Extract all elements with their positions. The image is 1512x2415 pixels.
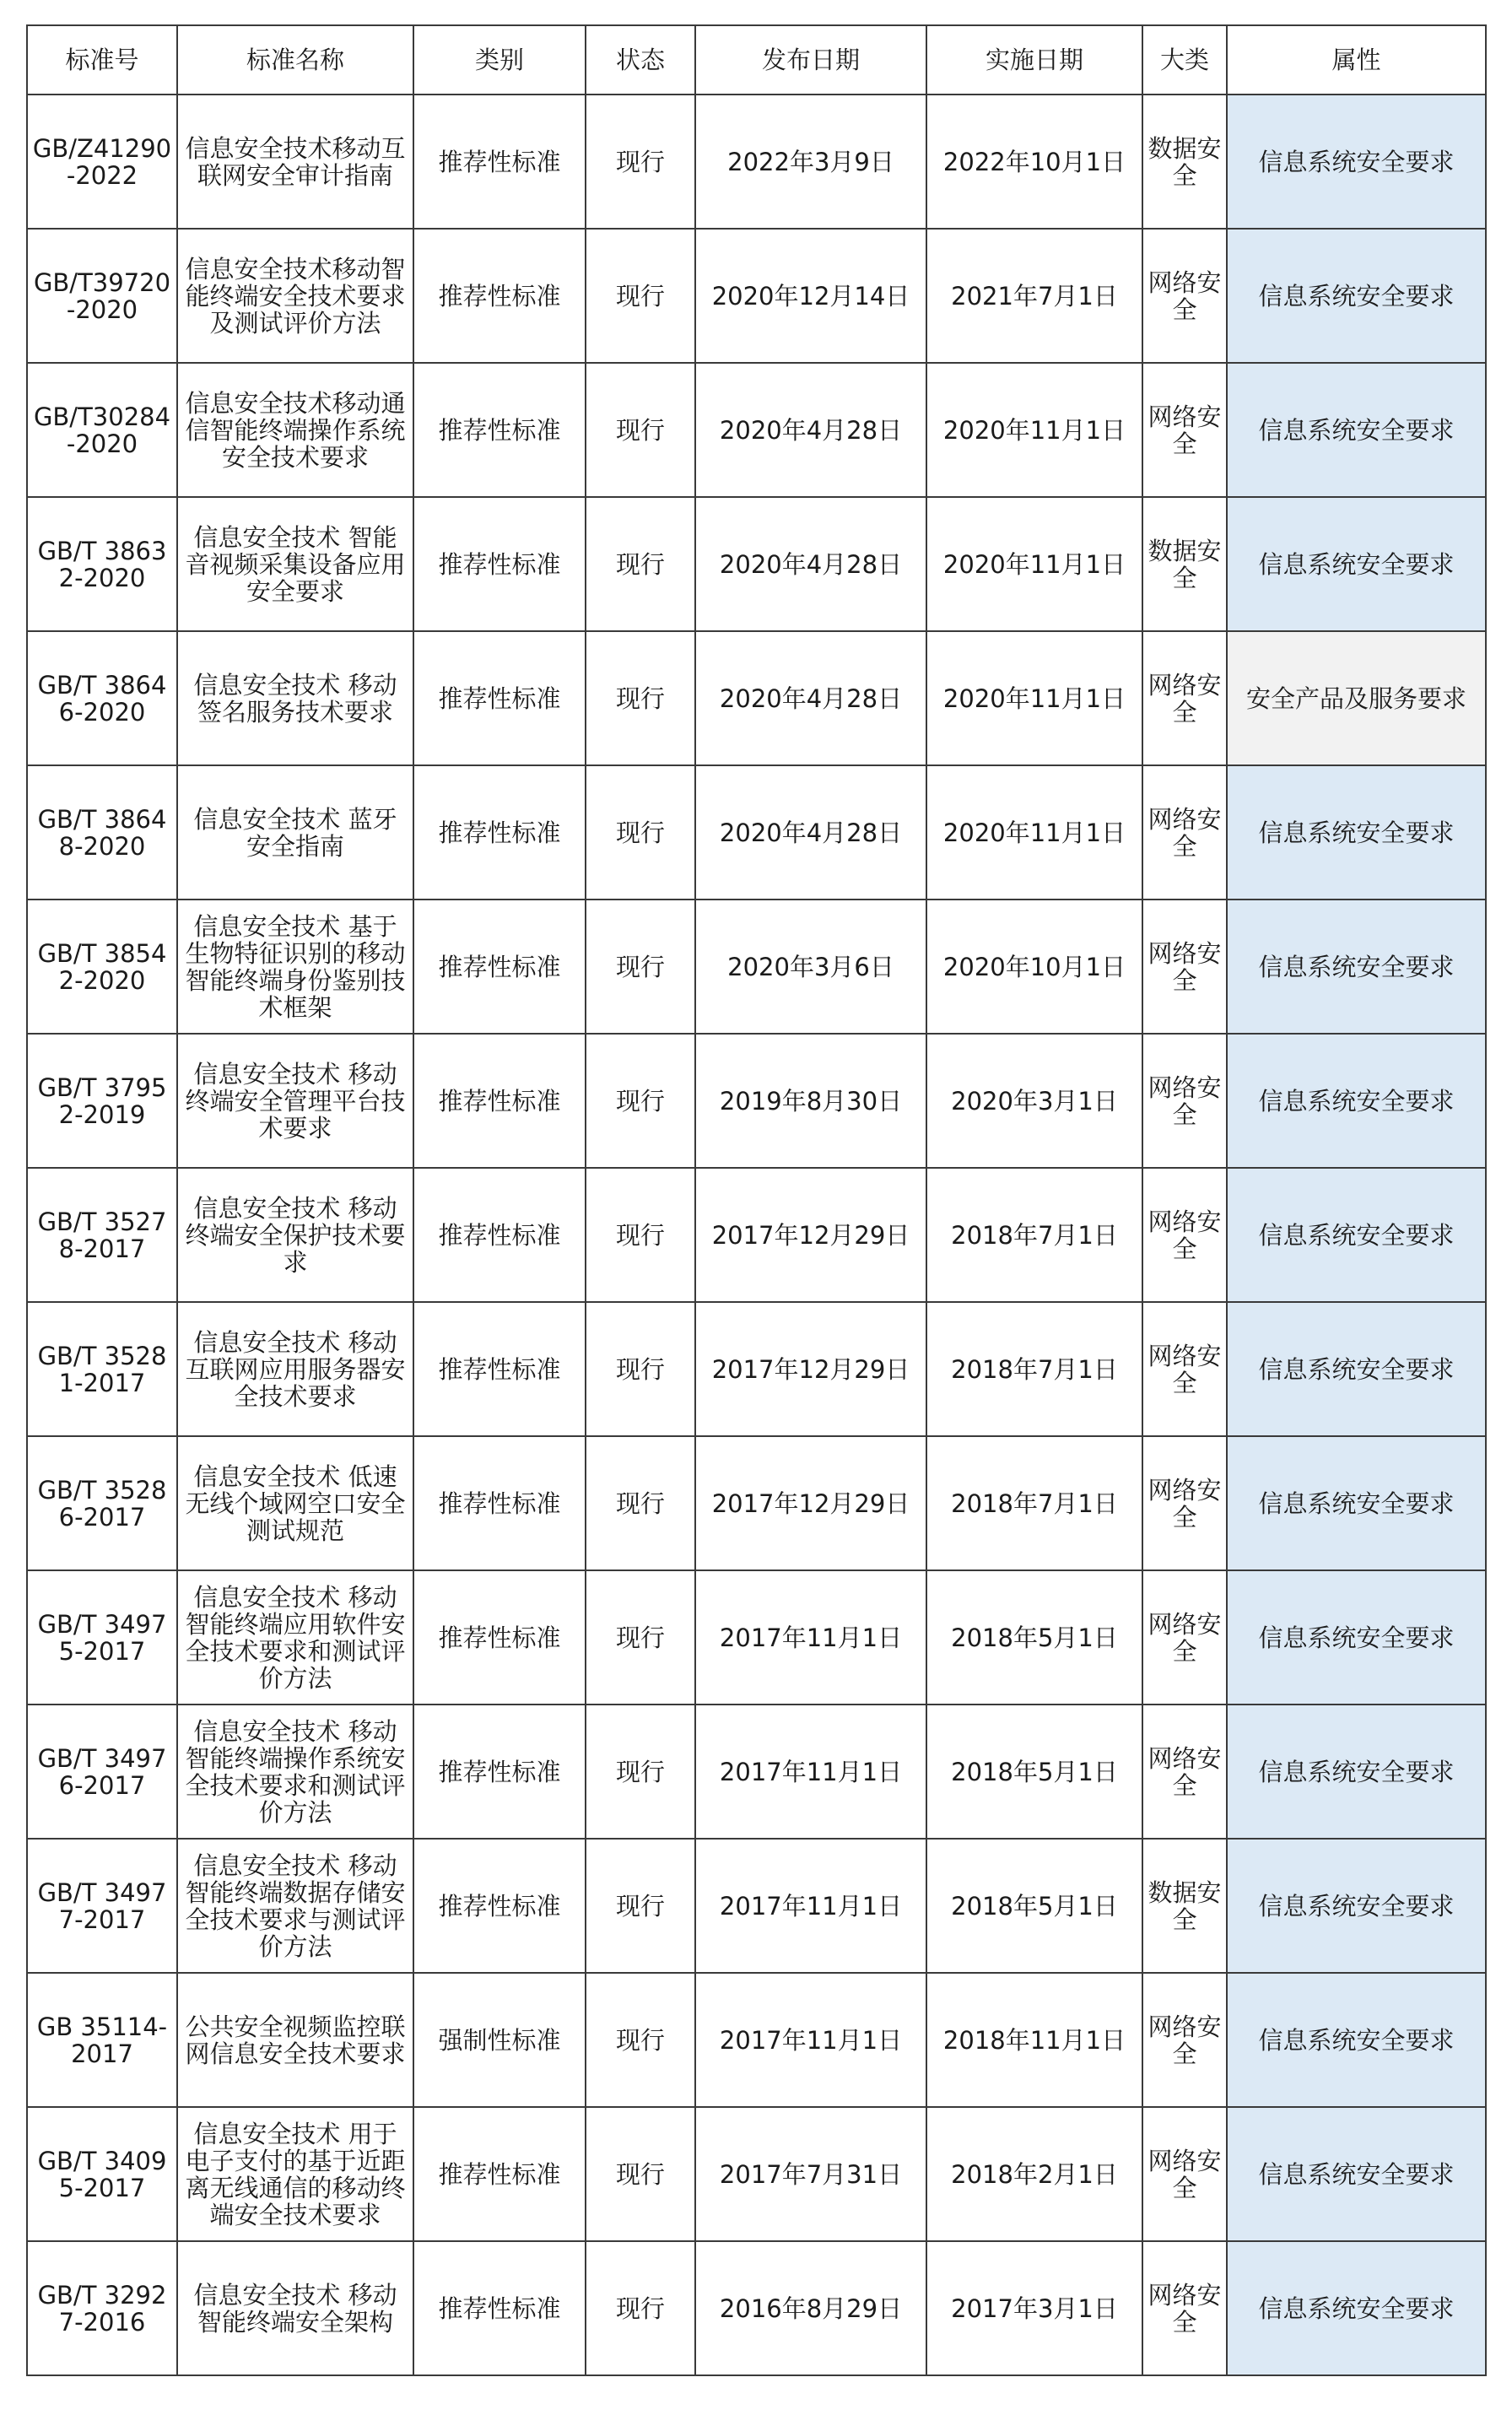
cell-standard-name: 信息安全技术 基于生物特征识别的移动智能终端身份鉴别技术框架 (177, 900, 413, 1034)
cell-status: 现行 (586, 1302, 695, 1436)
cell-implement-date: 2021年7月1日 (926, 229, 1142, 363)
cell-implement-date: 2018年2月1日 (926, 2107, 1142, 2241)
cell-standard-name: 公共安全视频监控联网信息安全技术要求 (177, 1973, 413, 2107)
table-row (27, 1436, 1486, 1570)
table-row (27, 631, 1486, 765)
cell-category: 网络安全 (1142, 631, 1227, 765)
cell-implement-date: 2018年7月1日 (926, 1168, 1142, 1302)
header-standard-name: 标准名称 (177, 25, 413, 95)
cell-attribute: 信息系统安全要求 (1227, 1302, 1486, 1436)
cell-category: 网络安全 (1142, 1302, 1227, 1436)
cell-standard-no: GB 35114-2017 (27, 1973, 177, 2107)
cell-status: 现行 (586, 1839, 695, 1973)
cell-publish-date: 2022年3月9日 (695, 95, 926, 229)
header-category: 大类 (1142, 25, 1227, 95)
cell-publish-date: 2020年4月28日 (695, 765, 926, 900)
cell-status: 现行 (586, 363, 695, 497)
cell-standard-no: GB/T 38648-2020 (27, 765, 177, 900)
cell-standard-name: 信息安全技术移动互联网安全审计指南 (177, 95, 413, 229)
cell-publish-date: 2017年12月29日 (695, 1436, 926, 1570)
cell-status: 现行 (586, 631, 695, 765)
cell-standard-name: 信息安全技术 移动智能终端安全架构 (177, 2241, 413, 2375)
cell-type: 强制性标准 (413, 1973, 586, 2107)
table-row (27, 1570, 1486, 1705)
cell-type: 推荐性标准 (413, 1570, 586, 1705)
cell-status: 现行 (586, 95, 695, 229)
cell-type: 推荐性标准 (413, 1839, 586, 1973)
cell-type: 推荐性标准 (413, 363, 586, 497)
cell-status: 现行 (586, 765, 695, 900)
cell-standard-no: GB/T 38542-2020 (27, 900, 177, 1034)
cell-status: 现行 (586, 1705, 695, 1839)
cell-type: 推荐性标准 (413, 1034, 586, 1168)
cell-standard-name: 信息安全技术移动通信智能终端操作系统安全技术要求 (177, 363, 413, 497)
cell-implement-date: 2017年3月1日 (926, 2241, 1142, 2375)
table-row (27, 95, 1486, 229)
cell-category: 网络安全 (1142, 2107, 1227, 2241)
cell-attribute: 信息系统安全要求 (1227, 497, 1486, 631)
cell-category: 网络安全 (1142, 1168, 1227, 1302)
header-attribute: 属性 (1227, 25, 1486, 95)
cell-status: 现行 (586, 1973, 695, 2107)
cell-status: 现行 (586, 1570, 695, 1705)
cell-type: 推荐性标准 (413, 497, 586, 631)
cell-category: 网络安全 (1142, 1570, 1227, 1705)
cell-standard-no: GB/T 34975-2017 (27, 1570, 177, 1705)
table-row (27, 765, 1486, 900)
cell-type: 推荐性标准 (413, 229, 586, 363)
cell-standard-no: GB/T 34095-2017 (27, 2107, 177, 2241)
cell-status: 现行 (586, 497, 695, 631)
header-implement-date: 实施日期 (926, 25, 1142, 95)
cell-standard-no: GB/T 38632-2020 (27, 497, 177, 631)
cell-standard-name: 信息安全技术 移动互联网应用服务器安全技术要求 (177, 1302, 413, 1436)
cell-implement-date: 2020年10月1日 (926, 900, 1142, 1034)
cell-status: 现行 (586, 229, 695, 363)
cell-type: 推荐性标准 (413, 1168, 586, 1302)
cell-standard-no: GB/T30284-2020 (27, 363, 177, 497)
table-row (27, 1705, 1486, 1839)
cell-publish-date: 2020年4月28日 (695, 631, 926, 765)
header-type: 类别 (413, 25, 586, 95)
standards-table (26, 24, 1487, 2376)
cell-publish-date: 2017年12月29日 (695, 1302, 926, 1436)
cell-attribute: 信息系统安全要求 (1227, 1705, 1486, 1839)
cell-status: 现行 (586, 1034, 695, 1168)
cell-publish-date: 2020年4月28日 (695, 497, 926, 631)
cell-standard-no: GB/T 32927-2016 (27, 2241, 177, 2375)
header-status: 状态 (586, 25, 695, 95)
cell-implement-date: 2018年5月1日 (926, 1839, 1142, 1973)
cell-standard-name: 信息安全技术 移动智能终端操作系统安全技术要求和测试评价方法 (177, 1705, 413, 1839)
header-standard-no: 标准号 (27, 25, 177, 95)
cell-implement-date: 2022年10月1日 (926, 95, 1142, 229)
cell-standard-name: 信息安全技术 蓝牙安全指南 (177, 765, 413, 900)
cell-type: 推荐性标准 (413, 1436, 586, 1570)
cell-standard-no: GB/T 35278-2017 (27, 1168, 177, 1302)
cell-standard-no: GB/T 35281-2017 (27, 1302, 177, 1436)
cell-type: 推荐性标准 (413, 1705, 586, 1839)
cell-publish-date: 2017年11月1日 (695, 1570, 926, 1705)
cell-standard-name: 信息安全技术 移动终端安全管理平台技术要求 (177, 1034, 413, 1168)
cell-attribute: 信息系统安全要求 (1227, 1034, 1486, 1168)
cell-status: 现行 (586, 2241, 695, 2375)
cell-standard-no: GB/T 38646-2020 (27, 631, 177, 765)
cell-publish-date: 2017年12月29日 (695, 1168, 926, 1302)
cell-publish-date: 2017年11月1日 (695, 1839, 926, 1973)
table-row (27, 1839, 1486, 1973)
cell-category: 网络安全 (1142, 363, 1227, 497)
cell-attribute: 信息系统安全要求 (1227, 900, 1486, 1034)
cell-type: 推荐性标准 (413, 900, 586, 1034)
cell-status: 现行 (586, 1168, 695, 1302)
cell-standard-no: GB/T 37952-2019 (27, 1034, 177, 1168)
cell-standard-name: 信息安全技术 低速无线个域网空口安全测试规范 (177, 1436, 413, 1570)
cell-publish-date: 2017年11月1日 (695, 1705, 926, 1839)
cell-standard-no: GB/T 34976-2017 (27, 1705, 177, 1839)
cell-standard-no: GB/Z41290-2022 (27, 95, 177, 229)
cell-standard-no: GB/T39720-2020 (27, 229, 177, 363)
cell-category: 网络安全 (1142, 1436, 1227, 1570)
cell-category: 数据安全 (1142, 95, 1227, 229)
table-row (27, 1034, 1486, 1168)
cell-attribute: 信息系统安全要求 (1227, 1168, 1486, 1302)
cell-implement-date: 2020年11月1日 (926, 363, 1142, 497)
cell-type: 推荐性标准 (413, 765, 586, 900)
cell-attribute: 信息系统安全要求 (1227, 229, 1486, 363)
cell-implement-date: 2018年5月1日 (926, 1705, 1142, 1839)
cell-publish-date: 2020年3月6日 (695, 900, 926, 1034)
table-body (27, 95, 1486, 2375)
cell-standard-name: 信息安全技术 移动签名服务技术要求 (177, 631, 413, 765)
cell-publish-date: 2017年7月31日 (695, 2107, 926, 2241)
cell-publish-date: 2020年4月28日 (695, 363, 926, 497)
cell-implement-date: 2018年5月1日 (926, 1570, 1142, 1705)
cell-implement-date: 2020年3月1日 (926, 1034, 1142, 1168)
cell-implement-date: 2020年11月1日 (926, 765, 1142, 900)
cell-category: 网络安全 (1142, 1705, 1227, 1839)
cell-attribute: 信息系统安全要求 (1227, 1436, 1486, 1570)
cell-implement-date: 2020年11月1日 (926, 631, 1142, 765)
cell-publish-date: 2017年11月1日 (695, 1973, 926, 2107)
cell-category: 网络安全 (1142, 1034, 1227, 1168)
cell-type: 推荐性标准 (413, 2107, 586, 2241)
cell-category: 网络安全 (1142, 900, 1227, 1034)
table-row (27, 229, 1486, 363)
cell-attribute: 信息系统安全要求 (1227, 363, 1486, 497)
cell-standard-no: GB/T 34977-2017 (27, 1839, 177, 1973)
cell-implement-date: 2020年11月1日 (926, 497, 1142, 631)
cell-category: 数据安全 (1142, 1839, 1227, 1973)
cell-category: 网络安全 (1142, 2241, 1227, 2375)
cell-type: 推荐性标准 (413, 95, 586, 229)
cell-category: 网络安全 (1142, 765, 1227, 900)
cell-attribute: 信息系统安全要求 (1227, 765, 1486, 900)
cell-standard-name: 信息安全技术 移动终端安全保护技术要求 (177, 1168, 413, 1302)
cell-type: 推荐性标准 (413, 2241, 586, 2375)
cell-attribute: 信息系统安全要求 (1227, 1839, 1486, 1973)
cell-type: 推荐性标准 (413, 1302, 586, 1436)
header-publish-date: 发布日期 (695, 25, 926, 95)
table-row (27, 1302, 1486, 1436)
cell-type: 推荐性标准 (413, 631, 586, 765)
table-row (27, 1168, 1486, 1302)
cell-attribute: 信息系统安全要求 (1227, 1973, 1486, 2107)
cell-category: 网络安全 (1142, 1973, 1227, 2107)
header-row (27, 25, 1486, 95)
table-row (27, 2241, 1486, 2375)
cell-implement-date: 2018年7月1日 (926, 1436, 1142, 1570)
cell-standard-name: 信息安全技术 用于电子支付的基于近距离无线通信的移动终端安全技术要求 (177, 2107, 413, 2241)
cell-attribute: 信息系统安全要求 (1227, 1570, 1486, 1705)
table-row (27, 900, 1486, 1034)
cell-status: 现行 (586, 2107, 695, 2241)
table-row (27, 363, 1486, 497)
table-row (27, 1973, 1486, 2107)
cell-standard-name: 信息安全技术 移动智能终端应用软件安全技术要求和测试评价方法 (177, 1570, 413, 1705)
cell-standard-name: 信息安全技术移动智能终端安全技术要求及测试评价方法 (177, 229, 413, 363)
cell-publish-date: 2020年12月14日 (695, 229, 926, 363)
cell-attribute: 安全产品及服务要求 (1227, 631, 1486, 765)
cell-attribute: 信息系统安全要求 (1227, 2241, 1486, 2375)
cell-status: 现行 (586, 900, 695, 1034)
cell-attribute: 信息系统安全要求 (1227, 95, 1486, 229)
cell-publish-date: 2016年8月29日 (695, 2241, 926, 2375)
cell-status: 现行 (586, 1436, 695, 1570)
cell-attribute: 信息系统安全要求 (1227, 2107, 1486, 2241)
cell-standard-name: 信息安全技术 智能音视频采集设备应用安全要求 (177, 497, 413, 631)
cell-category: 网络安全 (1142, 229, 1227, 363)
cell-implement-date: 2018年7月1日 (926, 1302, 1142, 1436)
table-row (27, 497, 1486, 631)
cell-standard-name: 信息安全技术 移动智能终端数据存储安全技术要求与测试评价方法 (177, 1839, 413, 1973)
cell-publish-date: 2019年8月30日 (695, 1034, 926, 1168)
table-row (27, 2107, 1486, 2241)
cell-implement-date: 2018年11月1日 (926, 1973, 1142, 2107)
cell-category: 数据安全 (1142, 497, 1227, 631)
cell-standard-no: GB/T 35286-2017 (27, 1436, 177, 1570)
